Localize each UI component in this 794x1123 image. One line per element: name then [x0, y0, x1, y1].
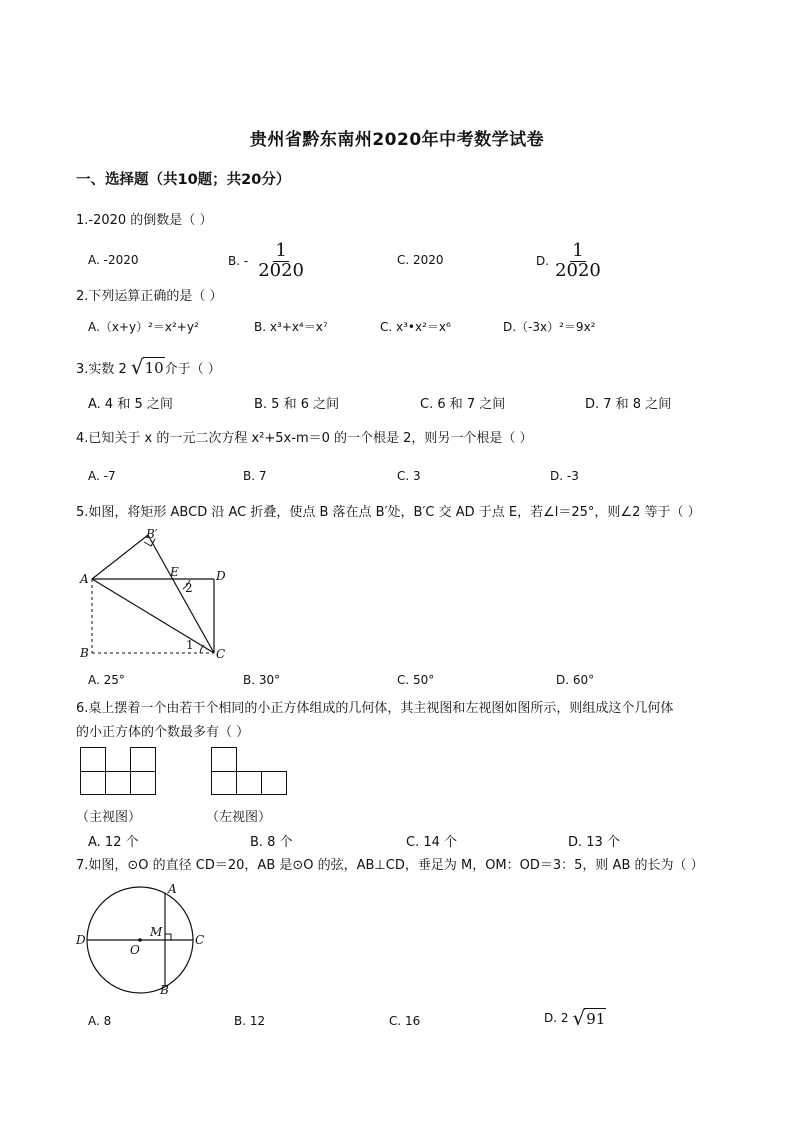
front-view-cell: [130, 771, 156, 795]
q3-option-c: C. 6 和 7 之间: [420, 397, 506, 412]
q6-front-view-caption: （主视图）: [76, 810, 142, 825]
q6-stem-line2: 的小正方体的个数最多有（ ）: [76, 725, 250, 740]
q4-option-b: B. 7: [243, 469, 267, 483]
q1-d-numerator: 1: [572, 240, 584, 261]
q1-option-b: [228, 242, 306, 281]
q6-option-a: A. 12 个: [88, 835, 139, 850]
sqrt-icon: √: [572, 1006, 586, 1030]
q2-option-b: B. x³+x⁴＝x⁷: [254, 320, 328, 334]
front-view-cell: [130, 747, 156, 772]
left-view-cell: [261, 771, 287, 795]
q3-option-a: A. 4 和 5 之间: [88, 397, 173, 412]
q7-label-o: O: [130, 943, 140, 957]
q1-b-denominator: 2020: [258, 259, 305, 281]
q5-option-c: C. 50°: [397, 673, 435, 687]
q5-option-b: B. 30°: [243, 673, 281, 687]
q5-label-b: B: [80, 646, 89, 660]
q5-label-c: C: [216, 647, 226, 661]
q1-option-a: A. -2020: [88, 253, 139, 267]
q5-option-a: A. 25°: [88, 673, 125, 687]
front-view-cell: [80, 747, 106, 772]
q7-option-c: C. 16: [389, 1014, 421, 1028]
q7-label-m: M: [150, 925, 163, 939]
q5-stem: 5.如图，将矩形 ABCD 沿 AC 折叠，使点 B 落在点 B′处，B′C 交 AD 于点 E，若∠l＝25°，则∠2 等于（ ）: [76, 505, 701, 520]
q6-stem-line1: 6.桌上摆着一个由若干个相同的小正方体组成的几何体，其主视图和左视图如图所示，则组成这个几何体: [76, 701, 674, 716]
q4-option-d: D. -3: [550, 469, 579, 483]
q4-option-a: A. -7: [88, 469, 116, 483]
q1-option-d-prefix: D.: [536, 254, 550, 269]
left-view-cell: [211, 771, 237, 795]
q6-option-d: D. 13 个: [568, 835, 620, 850]
q5-label-a: A: [80, 572, 89, 586]
q7-option-b: B. 12: [234, 1014, 266, 1028]
q1-stem: 1.-2020 的倒数是（ ）: [76, 213, 213, 228]
q7-label-b: B: [160, 983, 169, 997]
q1-option-b-prefix: B. -: [228, 254, 249, 269]
q3-sqrt: [131, 357, 165, 377]
page-title: 贵州省黔东南州2020年中考数学试卷: [249, 130, 545, 150]
q5-option-d: D. 60°: [556, 673, 595, 687]
q6-left-view-caption: （左视图）: [206, 810, 272, 825]
q3-stem-prefix: 3.实数 2: [76, 361, 127, 377]
q7-option-d: [544, 1008, 606, 1028]
q7-circle-figure: [72, 876, 214, 1000]
q5-label-angle2: 2: [185, 581, 193, 595]
q6-option-c: C. 14 个: [406, 835, 458, 850]
q3-stem: [76, 357, 221, 377]
q6-option-b: B. 8 个: [250, 835, 293, 850]
q2-option-a: A.（x+y）²＝x²+y²: [88, 320, 199, 334]
q7-label-a: A: [168, 882, 177, 896]
q1-option-c: C. 2020: [397, 253, 444, 267]
q5-rectangle-fold-figure: [70, 525, 240, 665]
section-heading: 一、选择题（共10题；共20分）: [76, 172, 291, 188]
q7-option-a: A. 8: [88, 1014, 112, 1028]
q1-option-d-fraction: [553, 242, 603, 281]
q3-stem-suffix: 介于（ ）: [164, 361, 221, 377]
q2-stem: 2.下列运算正确的是（ ）: [76, 289, 223, 304]
q3-option-d: D. 7 和 8 之间: [585, 397, 672, 412]
q1-d-denominator: 2020: [555, 259, 601, 281]
q3-option-b: B. 5 和 6 之间: [254, 397, 340, 412]
q5-label-bprime: B′: [146, 527, 158, 541]
q4-stem: 4.已知关于 x 的一元二次方程 x²+5x-m＝0 的一个根是 2，则另一个根是（ ）: [76, 431, 533, 446]
q4-option-c: C. 3: [397, 469, 421, 483]
front-view-cell: [80, 771, 106, 795]
sqrt-icon: √: [130, 355, 144, 379]
q7-sqrt: [573, 1008, 607, 1028]
q3-radicand: 10: [144, 359, 164, 377]
q2-option-d: D.（-3x）²＝9x²: [503, 320, 596, 334]
left-view-cell: [236, 771, 262, 795]
q7-label-d: D: [76, 933, 86, 947]
q6-front-view: [80, 747, 156, 795]
q7-label-c: C: [195, 933, 205, 947]
q2-option-c: C. x³•x²＝x⁶: [380, 320, 451, 334]
front-view-cell: [105, 771, 131, 795]
q5-label-d: D: [216, 569, 226, 583]
q1-option-b-fraction: [256, 242, 306, 281]
q5-label-angle1: 1: [186, 638, 194, 652]
q7-stem: 7.如图，⊙O 的直径 CD＝20，AB 是⊙O 的弦，AB⊥CD，垂足为 M，OM：OD＝3：5，则 AB 的长为（ ）: [76, 858, 704, 873]
q1-b-numerator: 1: [275, 240, 287, 261]
q5-label-e: E: [170, 565, 179, 579]
q7-option-d-prefix: D. 2: [544, 1011, 569, 1025]
q7-radicand: 91: [586, 1010, 606, 1028]
q6-left-view: [211, 747, 287, 795]
left-view-cell: [211, 747, 237, 772]
q1-option-d: [536, 242, 603, 281]
